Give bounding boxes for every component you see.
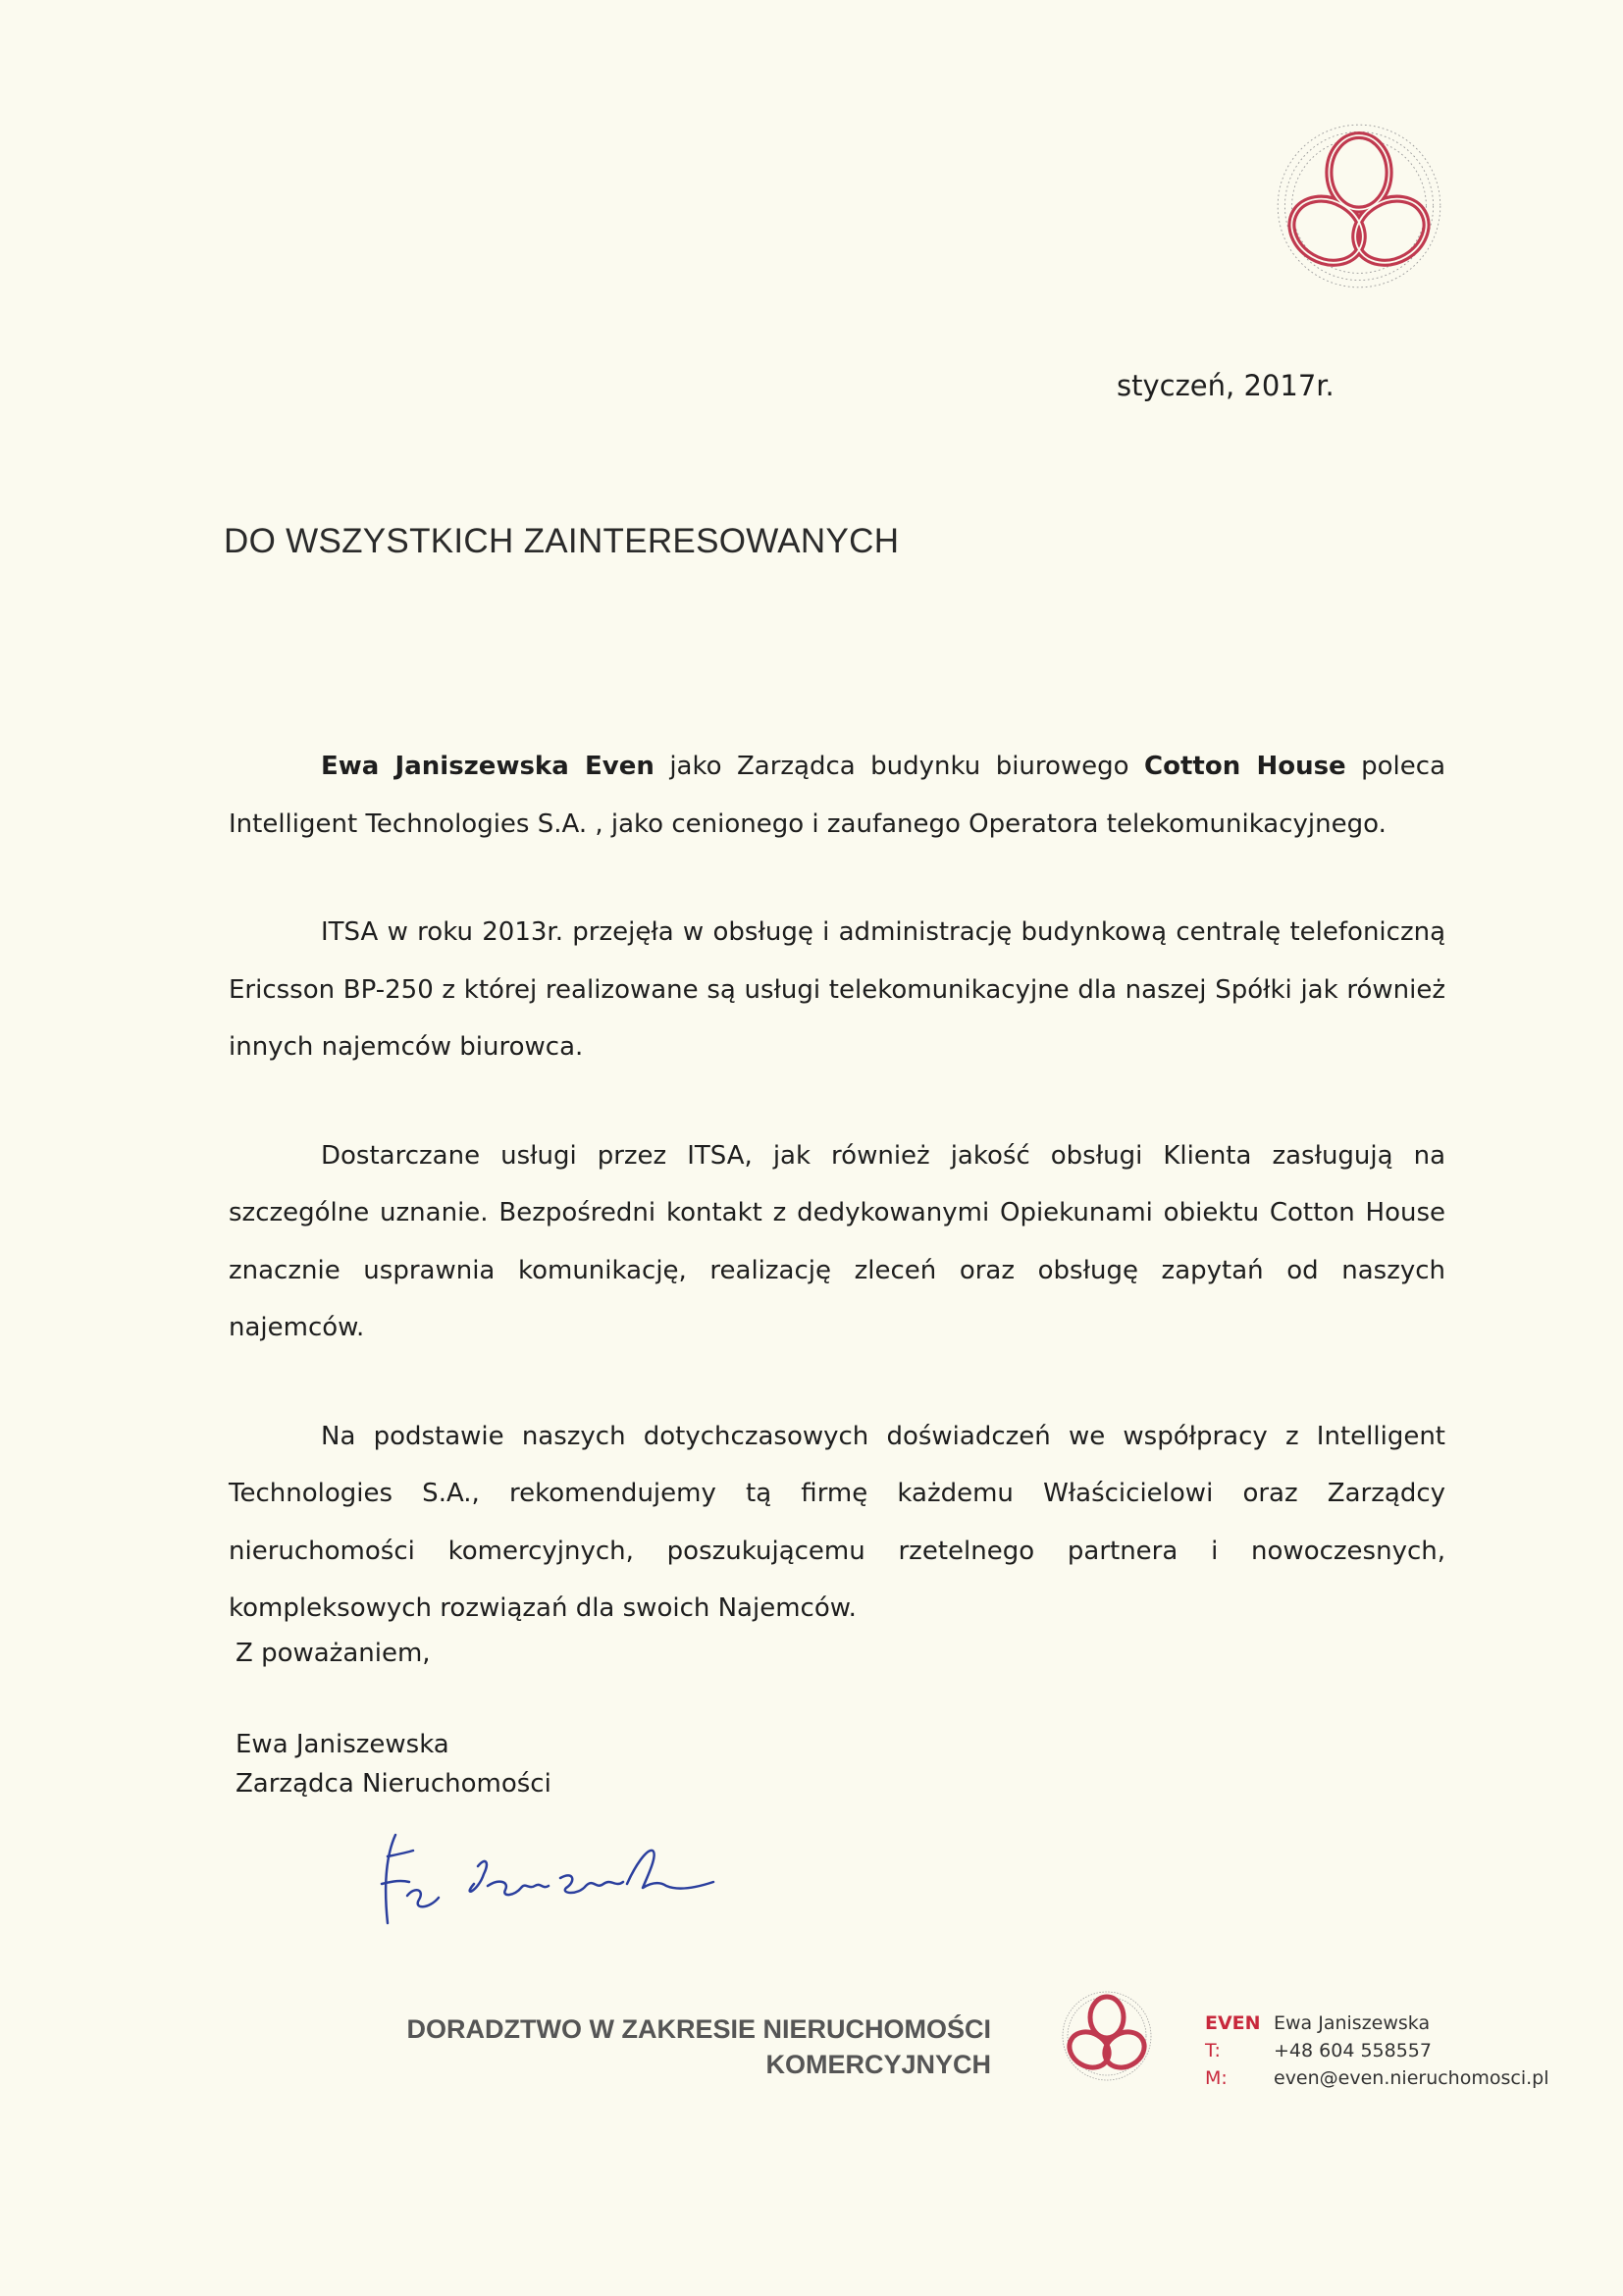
footer-tagline [353, 2011, 991, 2082]
contact-phone-row [1205, 2037, 1548, 2064]
building-name: Cotton House [1144, 752, 1346, 781]
contact-email-row [1205, 2064, 1548, 2092]
signer-name: Ewa Janiszewska [236, 1730, 449, 1759]
tagline-line-2: KOMERCYJNYCH [765, 2050, 991, 2079]
email-address[interactable]: even@even.nieruchomosci.pl [1274, 2067, 1549, 2089]
even-trefoil-logo-small-icon [1058, 1987, 1156, 2085]
tagline-line-1: DORADZTWO W ZAKRESIE NIERUCHOMOŚCI [406, 2014, 991, 2044]
closing-phrase: Z poważaniem, [236, 1639, 431, 1668]
contact-block [1205, 2009, 1548, 2092]
paragraph-2: ITSA w roku 2013r. przejęła w obsługę i administrację budynkową centralę telefoniczną Ericsson BP-250 z której realizowane są usługi telekomunikacyjne dla naszej Spółki jak również innych najemców biurowca. [229, 917, 1445, 1062]
letter-salutation: DO WSZYSTKICH ZAINTERESOWANYCH [224, 522, 900, 560]
company-name: Ewa Janiszewska Even [321, 752, 654, 781]
even-trefoil-logo-icon [1271, 118, 1447, 294]
email-label: M: [1205, 2067, 1228, 2089]
signer-block [236, 1725, 551, 1803]
paragraph-3: Dostarczane usługi przez ITSA, jak również jakość obsługi Klienta zasługują na szczególne uznanie. Bezpośredni kontakt z dedykowanymi Opiekunami obiektu Cotton House znacznie usprawnia komunikację, realizację zleceń oraz obsługę zapytań od naszych najemców. [229, 1140, 1445, 1342]
contact-name: Ewa Janiszewska [1274, 2012, 1431, 2034]
letter-date: styczeń, 2017r. [1117, 369, 1335, 402]
brand-label: EVEN [1205, 2012, 1261, 2034]
contact-name-row [1205, 2009, 1548, 2037]
signer-title: Zarządca Nieruchomości [236, 1769, 551, 1799]
phone-label: T: [1205, 2040, 1221, 2061]
handwritten-signature [368, 1827, 741, 1935]
phone-number[interactable]: +48 604 558557 [1274, 2040, 1432, 2061]
letter-body [229, 738, 1445, 1689]
paragraph-4: Na podstawie naszych dotychczasowych doświadczeń we współpracy z Intelligent Technologies S.A., rekomendujemy tą firmę każdemu Właścicielowi oraz Zarządcy nieruchomości komercyjnych, poszukującemu rzetelnego partnera i nowoczesnych, kompleksowych rozwiązań dla swoich Najemców. [229, 1421, 1445, 1623]
paragraph-1: Ewa Janiszewska Even jako Zarządca budynku biurowego Cotton House poleca Intelligent Technologies S.A. , jako cenionego i zaufanego Operatora telekomunikacyjnego. [229, 752, 1446, 839]
